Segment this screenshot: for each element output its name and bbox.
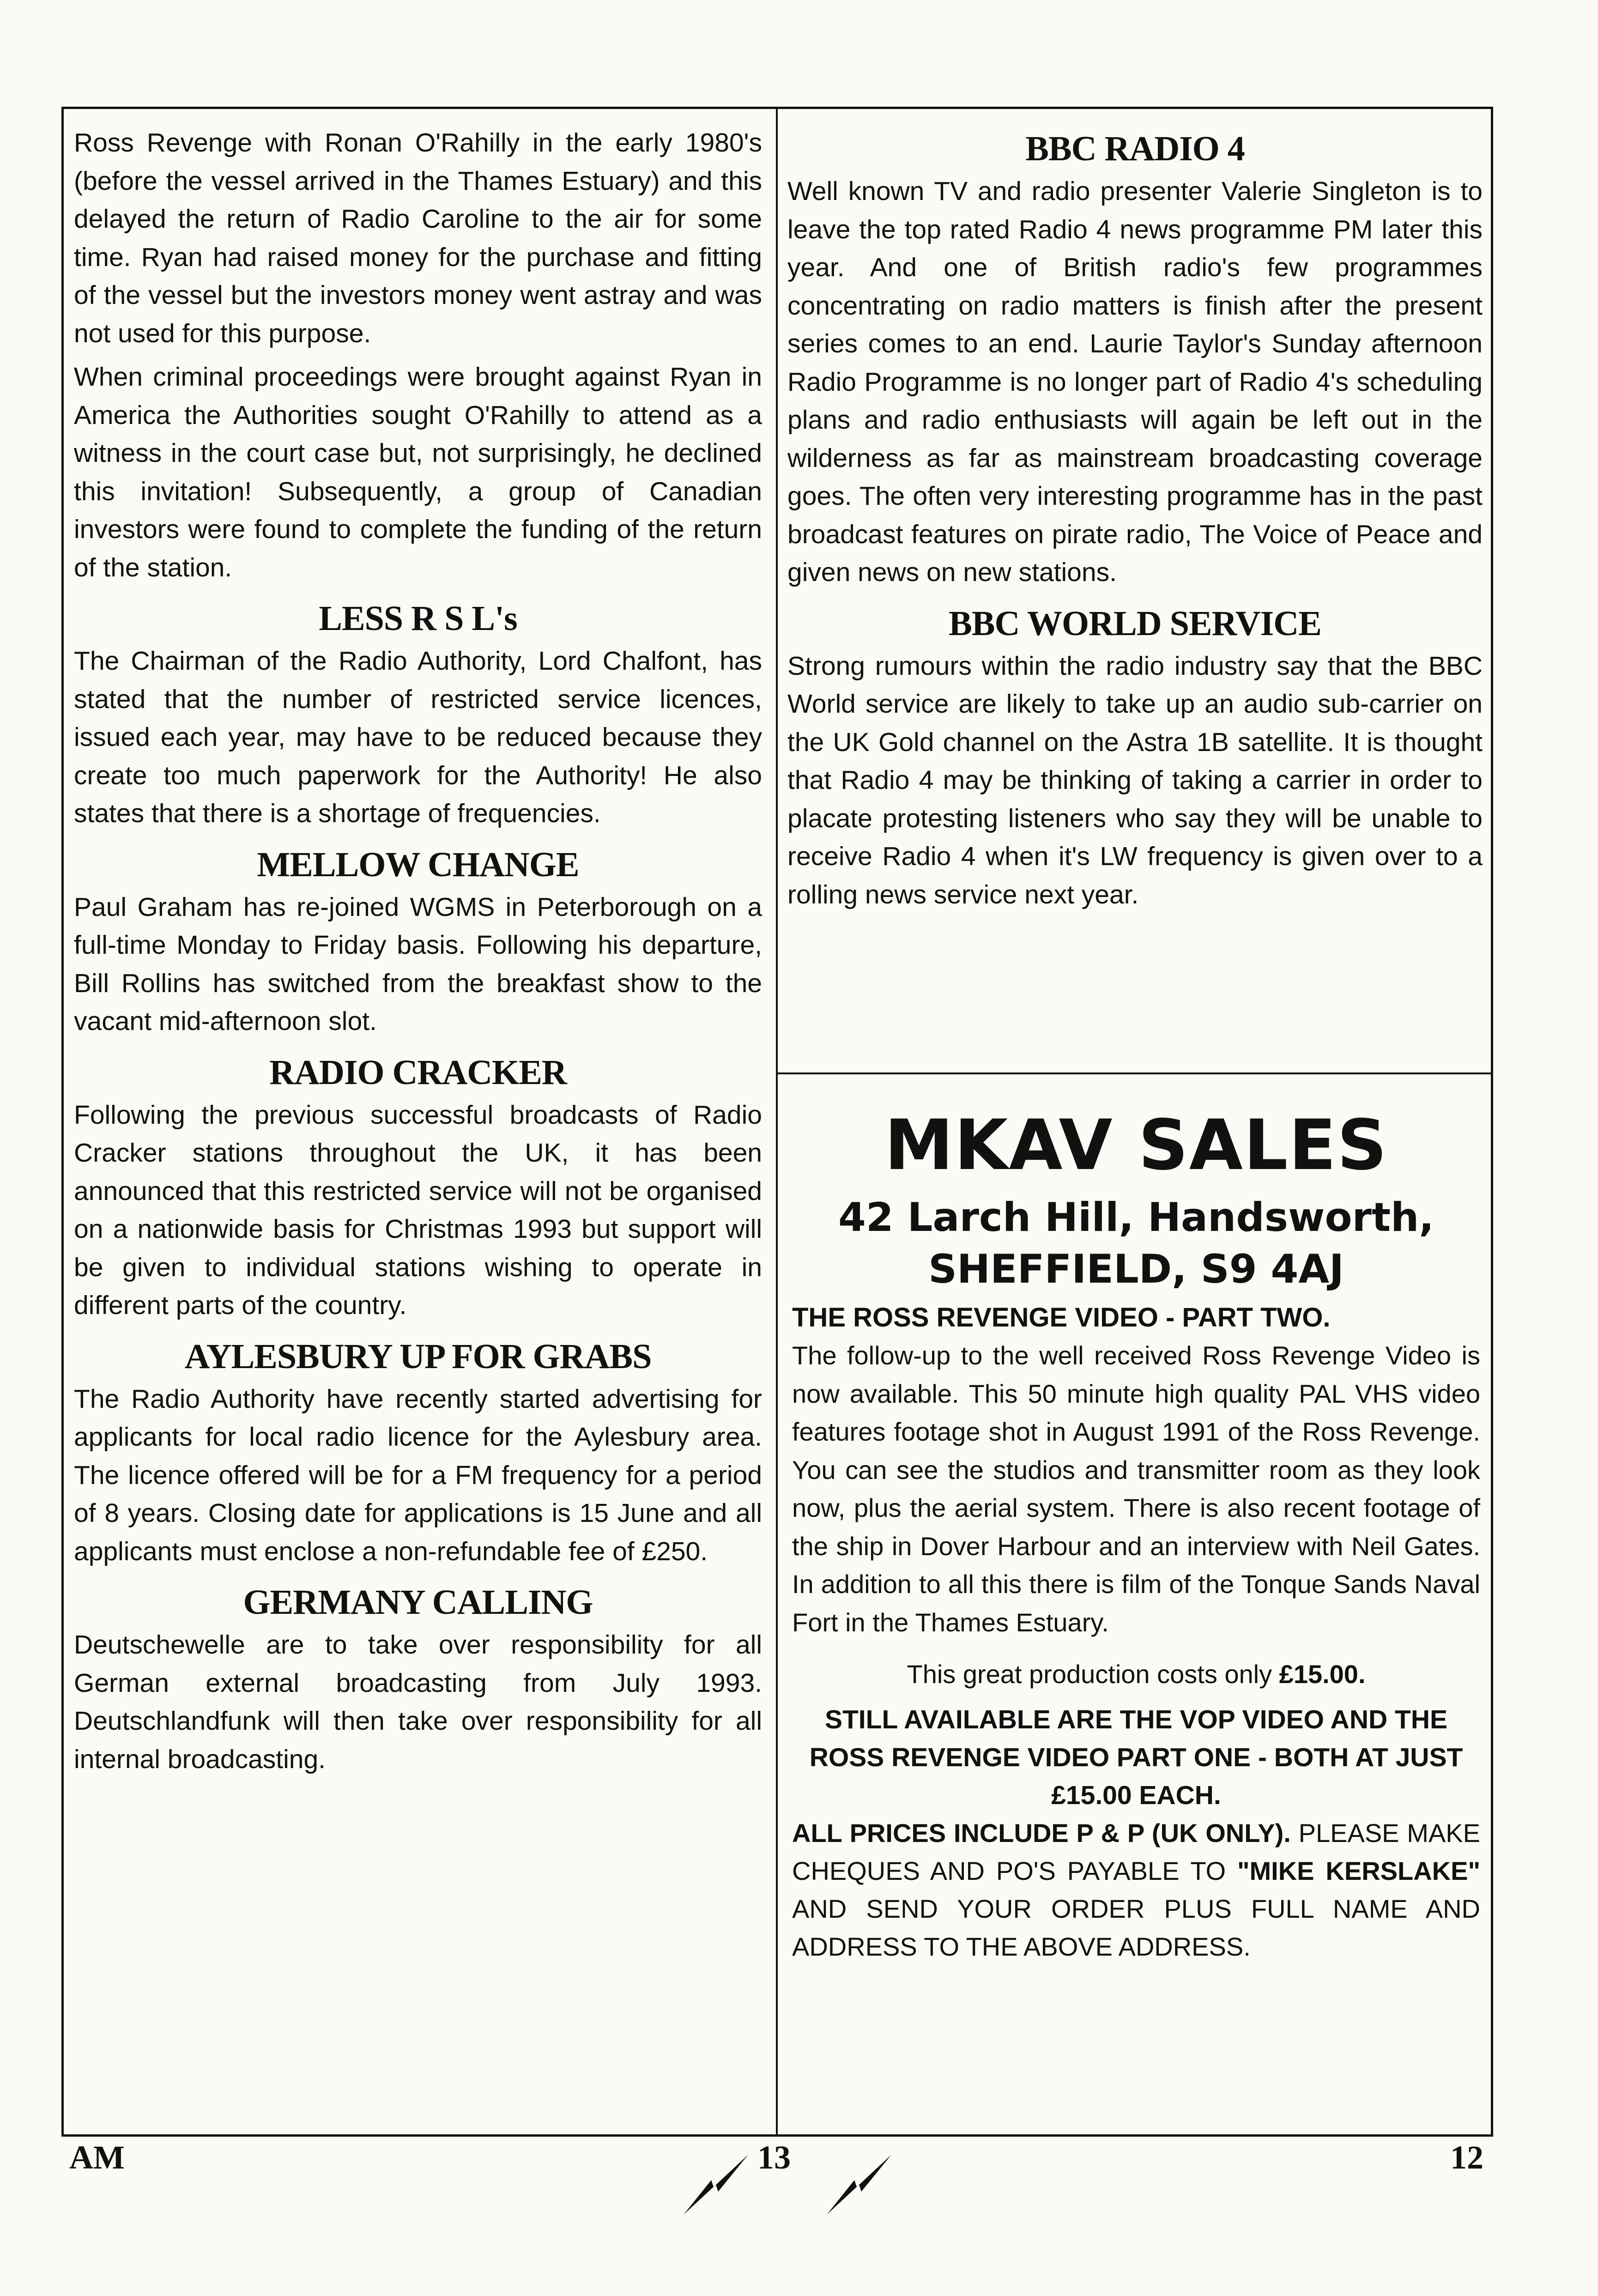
article-paragraph: When criminal proceedings were brought against Ryan in America the Authorities sought O'Rahilly to attend as a witness in the court case but, not surprisingly, he declined this invitation! Subsequently, a group of Canadian investors were found to complete the funding of the return of the station. (74, 362, 762, 582)
mkav-advert (792, 1076, 1480, 1966)
ad-payable-2: AND SEND YOUR ORDER PLUS FULL NAME AND ADDRESS TO THE ABOVE ADDRESS. (792, 1894, 1480, 1961)
footer-page-number: 13 (757, 2139, 791, 2176)
article-paragraph: The Chairman of the Radio Authority, Lord Chalfont, has stated that the number of restricted service licences, issued each year, may have to be reduced because they create too much paperwork for the Authority! He also states that there is a shortage of frequencies. (74, 646, 762, 828)
lightning-icon (822, 2152, 896, 2217)
heading-less-rsls: LESS R S L's (319, 599, 517, 638)
heading-bbc-radio-4: BBC RADIO 4 (1025, 129, 1245, 168)
left-column (74, 124, 762, 1784)
heading-mellow-change: MELLOW CHANGE (257, 845, 579, 884)
article-paragraph: Well known TV and radio presenter Valerie Singleton is to leave the top rated Radio 4 news programme PM later this year. And one of British radio's few programmes concentrating on radio matters is finish after the present series comes to an end. Laurie Taylor's Sunday afternoon Radio Programme is no longer part of Radio 4's scheduling plans and radio enthusiasts will again be left out in the wilderness as far as mainstream broadcasting coverage goes. The often very interesting programme has in the past broadcast features on pirate radio, The Voice of Peace and given news on new stations. (787, 176, 1483, 587)
ad-body: The follow-up to the well received Ross Revenge Video is now available. This 50 minute high quality PAL VHS video features footage shot in August 1991 of the Ross Revenge. You can see the studios and transmitter room as they look now, plus the aerial system. There is also recent footage of the ship in Dover Harbour and an interview with Neil Gates. In addition to all this there is film of the Tonque Sands Naval Fort in the Thames Estuary. (792, 1341, 1480, 1637)
ad-price: £15.00. (1279, 1660, 1366, 1689)
ad-payable-1: PLEASE MAKE CHEQUES AND PO'S PAYABLE TO (792, 1818, 1480, 1885)
ad-price-text: This great production costs only (907, 1660, 1279, 1689)
heading-aylesbury: AYLESBURY UP FOR GRABS (184, 1337, 652, 1376)
footer-issue-number: 12 (1450, 2139, 1483, 2176)
right-column (787, 127, 1483, 919)
lightning-icon (679, 2152, 753, 2217)
ad-prices-include: ALL PRICES INCLUDE P & P (UK ONLY). (792, 1818, 1291, 1848)
footer-section-label: AM (69, 2139, 125, 2176)
ad-address-line-2: SHEFFIELD, S9 4AJ (928, 1246, 1344, 1292)
ad-address-line-1: 42 Larch Hill, Handsworth, (838, 1194, 1434, 1241)
article-paragraph: Paul Graham has re-joined WGMS in Peterborough on a full-time Monday to Friday basis. Following his departure, Bill Rollins has switched from the breakfast show to the vacant mid-afternoon slot. (74, 892, 762, 1036)
ad-subtitle: THE ROSS REVENGE VIDEO - PART TWO. (792, 1302, 1331, 1333)
article-paragraph: Ross Revenge with Ronan O'Rahilly in the early 1980's (before the vessel arrived in the Thames Estuary) and this delayed the return of Radio Caroline to the air for some time. Ryan had raised money for the purchase and fitting of the vessel but the investors money went astray and was not used for this purpose. (74, 128, 762, 348)
ad-divider (776, 1072, 1493, 1074)
ad-price-line (792, 1655, 1480, 1693)
article-paragraph: Deutschewelle are to take over responsibility for all German external broadcasting from July 1993. Deutschlandfunk will then take over responsibility for all internal broadcasting. (74, 1630, 762, 1774)
column-divider (776, 107, 778, 2137)
article-paragraph: The Radio Authority have recently started advertising for applicants for local radio licence for the Aylesbury area. The licence offered will be for a FM frequency for a period of 8 years. Closing date for applications is 15 June and all applicants must enclose a non-refundable fee of £250. (74, 1384, 762, 1566)
article-paragraph: Strong rumours within the radio industry say that the BBC World service are likely to take up an audio sub-carrier on the UK Gold channel on the Astra 1B satellite. It is thought that Radio 4 may be thinking of taking a carrier in order to placate protesting listeners who say they will be unable to receive Radio 4 when it's LW frequency is given over to a rolling news service next year. (787, 651, 1483, 909)
ad-ordering-info (792, 1814, 1480, 1966)
ad-also-available: STILL AVAILABLE ARE THE VOP VIDEO AND THE ROSS REVENGE VIDEO PART ONE - BOTH AT JUST £15.00 EACH. (809, 1705, 1463, 1810)
heading-germany-calling: GERMANY CALLING (243, 1583, 593, 1622)
ad-payee: "MIKE KERSLAKE" (1237, 1856, 1480, 1885)
ad-title: MKAV SALES (884, 1105, 1388, 1186)
heading-bbc-world-service: BBC WORLD SERVICE (949, 604, 1321, 643)
article-paragraph: Following the previous successful broadcasts of Radio Cracker stations throughout the UK, it has been announced that this restricted service will not be organised on a nationwide basis for Christmas 1993 but support will be given to individual stations wishing to operate in different parts of the country. (74, 1100, 762, 1320)
heading-radio-cracker: RADIO CRACKER (269, 1053, 567, 1092)
